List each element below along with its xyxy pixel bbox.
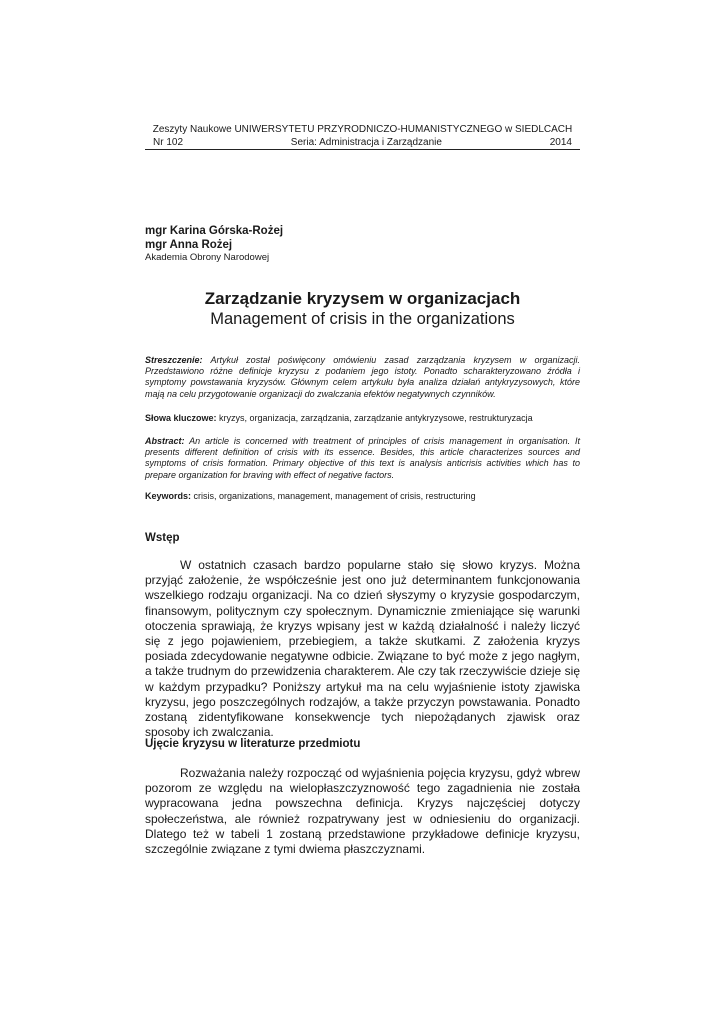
section-paragraph-intro: [145, 558, 580, 740]
abstract-polish: [145, 355, 580, 400]
author-block: [145, 224, 283, 264]
issue-row: [145, 137, 580, 150]
abstract-english-label: Abstract:: [145, 436, 185, 446]
title-english: Management of crisis in the organizations: [210, 310, 515, 328]
issue-year: 2014: [549, 137, 572, 148]
author-name: mgr Anna Rożej: [145, 239, 233, 251]
keywords-polish: [145, 413, 580, 424]
keywords-english: [145, 491, 580, 502]
section-heading-intro: Wstęp: [145, 532, 180, 544]
paragraph-text: Rozważania należy rozpocząć od wyjaśnienia pojęcia kryzysu, gdyż wbrew pozorom ze względu na wielopłaszczyznowość tego zagadnienia nie została wypracowana jedna powszechna definicja. Kryzys najczęściej dotyczy społeczeństwa, ale również rozpatrywany jest w odniesieniu do organizacji. Dlatego też w tabeli 1 zostaną przedstawione przykładowe definicje kryzysu, szczególnie związane z tymi dwiema płaszczyznami.: [145, 766, 580, 857]
abstract-polish-label: Streszczenie:: [145, 355, 203, 365]
abstract-polish-text: Artykuł został poświęcony omówieniu zasad zarządzania kryzysem w organizacji. Przedstawiono różne definicje kryzysu z podaniem jego istoty. Ponadto scharakteryzowano źródła i symptomy powstawania kryzysów. Głównym celem artykułu była analiza działań antykryzysowych, które mają na celu przygotowanie organizacji do zwalczania efektów negatywnych czynników.: [145, 355, 580, 399]
issue-number: Nr 102: [153, 137, 184, 148]
abstract-english: [145, 436, 580, 481]
title-block: [145, 288, 580, 329]
journal-name: Zeszyty Naukowe UNIWERSYTETU PRZYRODNICZO-HUMANISTYCZNEGO w SIEDLCACH: [152, 124, 573, 135]
paragraph-text: W ostatnich czasach bardzo popularne stało się słowo kryzys. Można przyjąć założenie, że współcześnie jest ono już determinantem funkcjonowania wszelkiego rodzaju organizacji. Na co dzień słyszymy o kryzysie gospodarczym, finansowym, politycznym czy społecznym. Dynamicznie zmieniające się warunki otoczenia sprawiają, że kryzys wpisany jest w każdą działalność i należy liczyć się z jego pojawieniem, przebiegiem, a także skutkami. Z założenia kryzys posiada zdecydowanie negatywne odbicie. Związane to być może z jego nagłym, a także trudnym do przewidzenia charakterem. Ale czy tak rzeczywiście dzieje się w każdym przypadku? Poniższy artykuł ma na celu wyjaśnienie istoty zjawiska kryzysu, jego poszczególnych rodzajów, a także przyczyn powstawania. Ponadto zostaną zidentyfikowane konsekwencje tych niepożądanych zjawisk oraz sposoby ich zwalczania.: [145, 558, 580, 740]
abstract-english-text: An article is concerned with treatment of principles of crisis management in organisation. It presents different definition of crisis with its essence. Besides, this article characterizes sources and symptoms of crisis formation. Primary objective of this text is analysis anticrisis activities which has to prepare organization for braving with effect of negative factors.: [145, 436, 581, 480]
keywords-polish-label: Słowa kluczowe:: [145, 413, 217, 423]
journal-header: [145, 124, 580, 150]
keywords-english-text: crisis, organizations, management, management of crisis, restructuring: [193, 491, 476, 501]
series-name: Seria: Administracja i Zarządzanie: [290, 137, 442, 148]
keywords-english-label: Keywords:: [145, 491, 192, 501]
author-affiliation: Akademia Obrony Narodowej: [145, 252, 270, 263]
section-paragraph-literature: [145, 766, 580, 857]
keywords-polish-text: kryzys, organizacja, zarządzania, zarządzanie antykryzysowe, restrukturyzacja: [219, 413, 533, 423]
section-heading-literature: Ujęcie kryzysu w literaturze przedmiotu: [145, 738, 361, 750]
title-polish: Zarządzanie kryzysem w organizacjach: [204, 289, 521, 308]
author-name: mgr Karina Górska-Rożej: [145, 225, 284, 237]
